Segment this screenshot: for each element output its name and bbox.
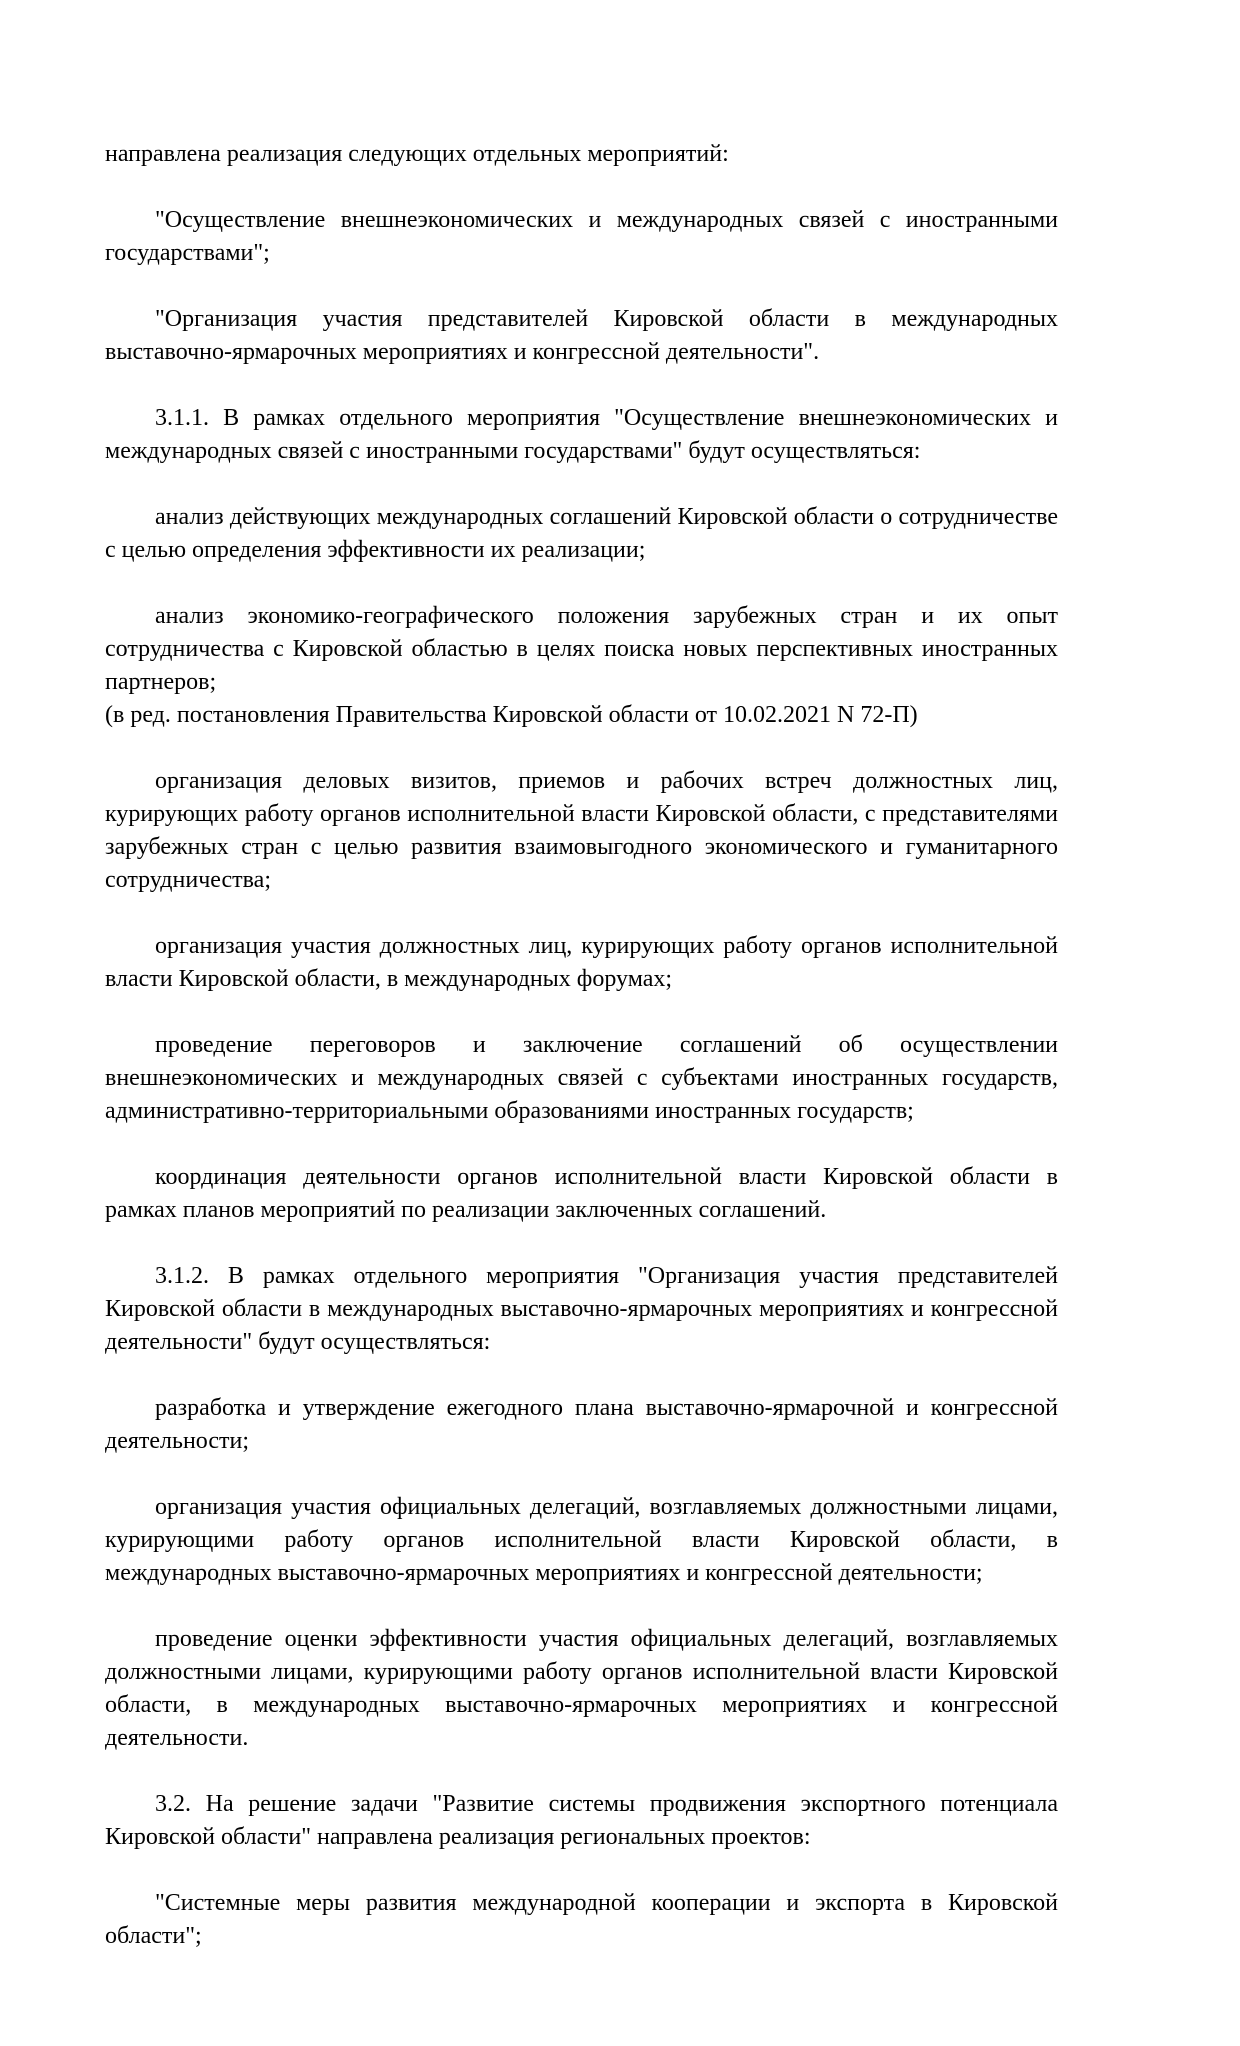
paragraph-section-3-1-2: 3.1.2. В рамках отдельного мероприятия "Организация участия представителей Кировской области в международных выставочно-ярмарочных мероприятиях и конгрессной деятельности" будут осуществляться:	[105, 1263, 1058, 1355]
paragraph-item: проведение переговоров и заключение соглашений об осуществлении внешнеэкономических и международных связей с субъектами иностранных государств, административно-территориальными образованиями иностранных государств;	[105, 1032, 1058, 1124]
paragraph-section-3-1-1: 3.1.1. В рамках отдельного мероприятия "Осуществление внешнеэкономических и международных связей с иностранными государствами" будут осуществляться:	[105, 405, 1058, 464]
paragraph-item: анализ экономико-географического положения зарубежных стран и их опыт сотрудничества с Кировской областью в целях поиска новых перспективных иностранных партнеров;	[105, 603, 1058, 695]
paragraph-item: проведение оценки эффективности участия официальных делегаций, возглавляемых должностными лицами, курирующими работу органов исполнительной власти Кировской области, в международных выставочно-ярмарочных мероприятиях и конгрессной деятельности.	[105, 1626, 1058, 1751]
paragraph-item: организация участия должностных лиц, курирующих работу органов исполнительной власти Кировской области, в международных форумах;	[105, 933, 1058, 992]
paragraph-item: организация участия официальных делегаций, возглавляемых должностными лицами, курирующими работу органов исполнительной власти Кировской области, в международных выставочно-ярмарочных мероприятиях и конгрессной деятельности;	[105, 1494, 1058, 1586]
paragraph-measure-1: "Осуществление внешнеэкономических и международных связей с иностранными государствами";	[105, 207, 1058, 266]
paragraph-section-3-2: 3.2. На решение задачи "Развитие системы продвижения экспортного потенциала Кировской области" направлена реализация региональных проектов:	[105, 1791, 1058, 1850]
amendment-note: (в ред. постановления Правительства Кировской области от 10.02.2021 N 72-П)	[105, 702, 918, 728]
paragraph-item: разработка и утверждение ежегодного плана выставочно-ярмарочной и конгрессной деятельности;	[105, 1395, 1058, 1454]
paragraph-item: координация деятельности органов исполнительной власти Кировской области в рамках планов мероприятий по реализации заключенных соглашений.	[105, 1164, 1058, 1223]
paragraph-measure-2: "Организация участия представителей Кировской области в международных выставочно-ярмарочных мероприятиях и конгрессной деятельности".	[105, 306, 1058, 365]
paragraph-project: "Системные меры развития международной кооперации и экспорта в Кировской области";	[105, 1890, 1058, 1949]
paragraph-item: анализ действующих международных соглашений Кировской области о сотрудничестве с целью определения эффективности их реализации;	[105, 504, 1058, 563]
paragraph-continuation: направлена реализация следующих отдельных мероприятий:	[105, 141, 729, 167]
paragraph-item: организация деловых визитов, приемов и рабочих встреч должностных лиц, курирующих работу органов исполнительной власти Кировской области, с представителями зарубежных стран с целью развития взаимовыгодного экономического и гуманитарного сотрудничества;	[105, 768, 1058, 893]
